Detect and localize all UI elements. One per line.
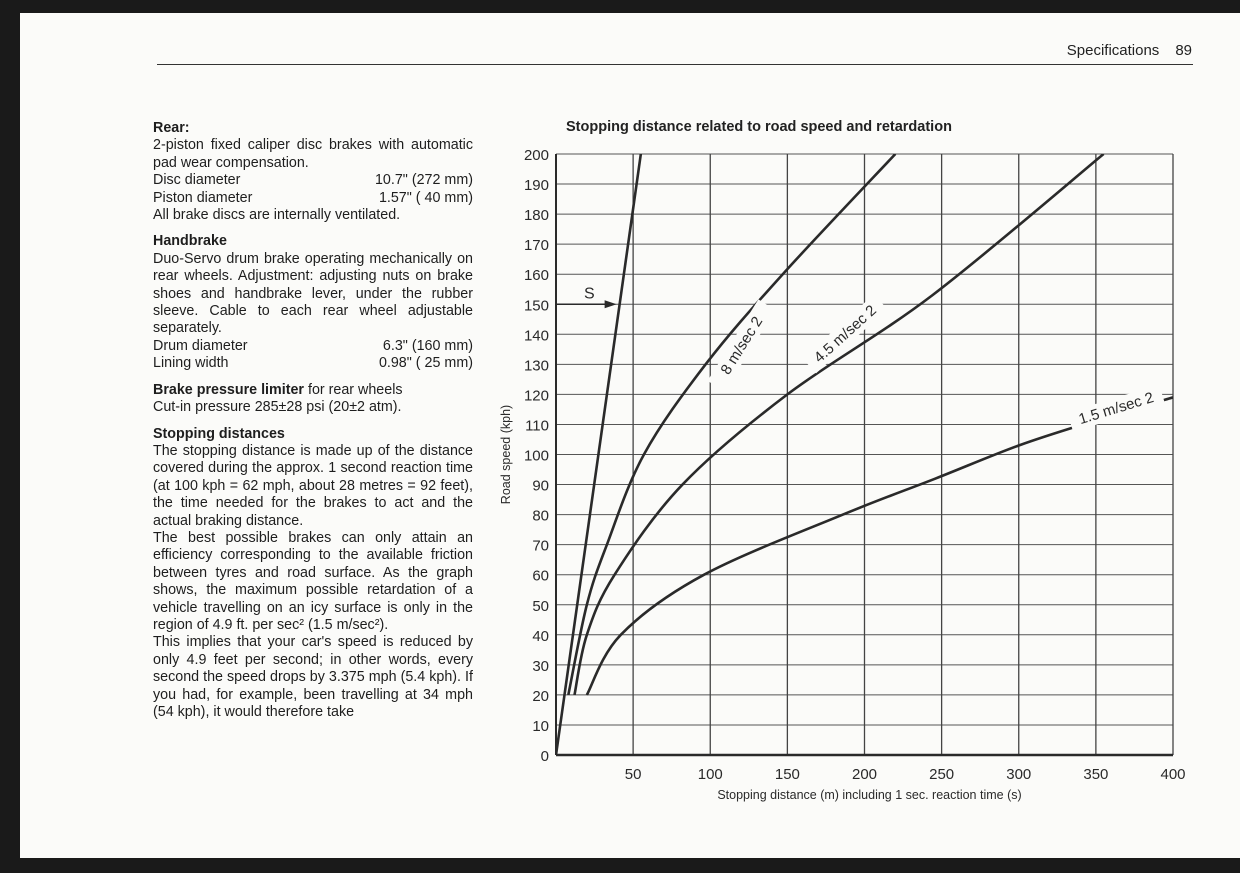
spec-value: 6.3" (160 mm) — [382, 337, 473, 354]
y-tick-label: 40 — [532, 627, 549, 645]
y-tick-label: 160 — [523, 267, 549, 285]
y-tick-label: 30 — [532, 657, 549, 675]
rear-heading: Rear: — [153, 120, 190, 136]
rear-intro: 2-piston fixed caliper disc brakes with automatic pad wear compensation. — [153, 137, 473, 171]
y-tick-label: 100 — [523, 447, 549, 465]
section-title: Specifications — [1066, 42, 1160, 59]
spec-value: 0.98" ( 25 mm) — [378, 355, 473, 372]
y-tick-label: 50 — [532, 597, 549, 615]
y-tick-label: 140 — [523, 327, 549, 345]
reaction-arrow-head — [605, 300, 617, 308]
spec-label: Piston diameter — [153, 189, 253, 206]
rear-note: All brake discs are internally ventilated. — [153, 207, 401, 224]
stopping-distance-chart — [20, 13, 1240, 858]
y-tick-label: 200 — [523, 147, 549, 164]
handbrake-text: Duo-Servo drum brake operating mechanically on rear wheels. Adjustment: adjusting nuts on brake shoes and handbrake lever, under the rubber sleeve. Cable to each rear wheel adjustable separately. — [153, 250, 473, 337]
x-tick-label: 150 — [774, 766, 800, 783]
stopping-heading: Stopping distances — [153, 425, 285, 442]
x-tick-label: 300 — [1006, 766, 1032, 783]
limiter-heading: Brake pressure limiter — [153, 381, 304, 398]
spec-label: Drum diameter — [153, 337, 248, 354]
page-number: 89 — [1175, 42, 1192, 59]
y-tick-label: 70 — [532, 537, 549, 555]
spec-label: Lining width — [153, 355, 229, 372]
spec-value: 10.7" (272 mm) — [374, 172, 473, 189]
series-label: 4.5 m/sec 2 — [810, 301, 880, 367]
manual-page — [20, 13, 1240, 858]
y-tick-label: 0 — [540, 748, 549, 765]
spec-label: Disc diameter — [153, 172, 241, 189]
series-label: 8 m/sec 2 — [717, 313, 767, 378]
x-tick-label: 350 — [1083, 766, 1109, 783]
stopping-para-3: This implies that your car's speed is reduced by only 4.9 feet per second; in other words, every second the speed drops by 3.375 mph (5.4 kph). If you had, for example, been travelling at 34 mph (54 kph), it would therefore take — [153, 634, 473, 720]
handbrake-heading: Handbrake — [153, 233, 227, 250]
y-tick-label: 130 — [523, 357, 549, 375]
series-label: 1.5 m/sec 2 — [1076, 389, 1156, 429]
x-axis-label: Stopping distance (m) including 1 sec. reaction time (s) — [717, 788, 1022, 802]
y-tick-label: 150 — [523, 297, 549, 315]
y-tick-label: 120 — [523, 387, 549, 405]
y-tick-label: 110 — [525, 417, 549, 435]
stopping-para-1: The stopping distance is made up of the distance covered during the approx. 1 second reaction time (at 100 kph = 62 mph, about 28 metres = 92 feet), the time needed for the brakes to act and the actual braking distance. — [153, 442, 473, 529]
y-tick-label: 170 — [523, 237, 549, 255]
y-axis-label: Road speed (kph) — [499, 404, 513, 505]
y-tick-label: 80 — [532, 507, 549, 525]
x-tick-label: 50 — [624, 766, 642, 783]
x-tick-label: 400 — [1160, 766, 1186, 783]
chart-title: Stopping distance related to road speed and retardation — [566, 119, 952, 135]
y-tick-label: 190 — [523, 177, 549, 195]
x-tick-label: 200 — [851, 766, 878, 783]
limiter-cut-in: Cut-in pressure 285±28 psi (20±2 atm). — [153, 399, 402, 416]
x-tick-label: 250 — [929, 766, 955, 783]
limiter-heading-suffix: for rear wheels — [304, 381, 403, 398]
y-tick-label: 180 — [523, 207, 549, 225]
reaction-line-label: S — [584, 285, 595, 303]
y-tick-label: 10 — [532, 717, 549, 735]
spec-value: 1.57" ( 40 mm) — [378, 189, 473, 206]
x-tick-label: 100 — [697, 766, 723, 783]
series-line-2 — [587, 397, 1173, 694]
y-tick-label: 60 — [532, 567, 549, 585]
y-tick-label: 20 — [532, 687, 549, 705]
y-tick-label: 90 — [532, 477, 549, 495]
stopping-para-2: The best possible brakes can only attain an efficiency corresponding to the available friction between tyres and road surface. As the graph shows, the maximum possible retardation of a vehicle travelling on an icy surface is only in the region of 4.9 ft. per sec² (1.5 m/sec²). — [153, 529, 473, 633]
